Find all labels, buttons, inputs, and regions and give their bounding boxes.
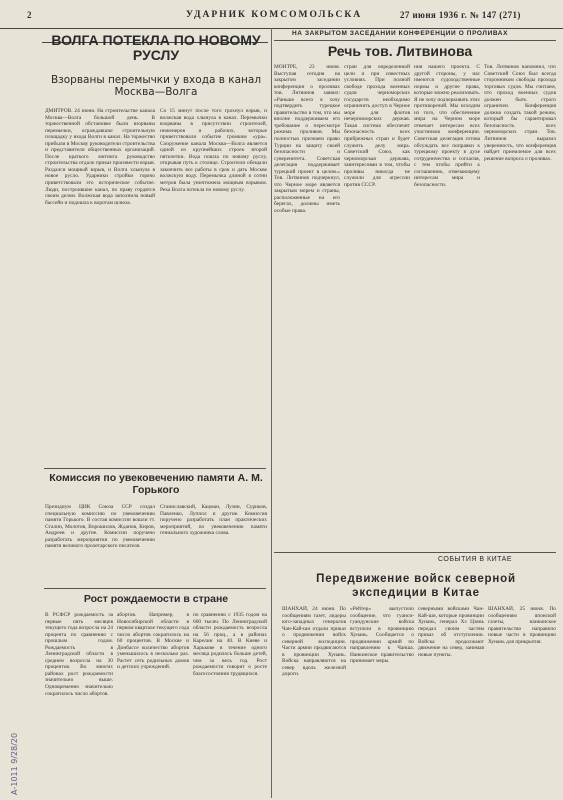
volga-column-1: ДМИТРОВ. 24 июня. На строительстве канала Москва—Волга большой день. В торжественной обстановке были взорваны перемычки, ограждавшие строительную площадку у входа Волги в канал. На торжество прибыли в Москву руководители строительства и представители общественных организаций. После краткого митинга руководство строительства отдало приказ произвести взрыв. Раздался мощный взрыв, и Волга хлынула в новое русло. Ударники стройки горячо приветствовали это историческое событие. Люди, построившие канал, по праву гордятся своим делом. Волжская вода заполнила новый бассейн и подошла к воротам шлюза.: [45, 108, 155, 206]
volga-headline: ВОЛГА ПОТЕКЛА ПО НОВОМУ РУСЛУ: [51, 32, 261, 63]
birth-column-1: В РСФСР рождаемость за первые пять месяцев текущего года возросла на 24 процента по сравнению с прошлым годом. Рождаемость в Ленинградской области в среднем возросла на 30 процентов. Во многих районах рост рождаемости значительно выше. Одновременно значительно сократилось число абортов.: [45, 612, 113, 697]
divider: [274, 40, 556, 41]
column-separator: [271, 28, 272, 798]
masthead: [0, 0, 563, 29]
china-banner: СОБЫТИЯ В КИТАЕ: [437, 556, 513, 563]
litvinov-column-1: МОНТРЕ, 23 июня. Выступая сегодня на закрытом заседании конференции о проливах тов. Литвинов заявил: «Раньше всего я хочу подтвердить турецкое правительство в том, что мы вполне поддерживаем его требование о пересмотре режима проливов. Мы полностью признаем право Турции на защиту своей безопасности и суверенитета. Советская делегация поддерживает турецкий проект в целом.» Тов. Литвинов подчеркнул, что Черное море является закрытым морем и страны, расположенные на его берегах, должны иметь особые права.: [274, 64, 340, 215]
litvinov-headline: Речь тов. Литвинова: [327, 43, 473, 59]
birth-column-2: абортов. Например, в Новосибирской области в первом квартале текущего года число абортов сократилось на 60 процентов. В Москве и Донбассе количество абортов уменьшилось в несколько раз. Растет сеть родильных домов и детских учреждений.: [117, 612, 189, 671]
issue-date: 27 июня 1936 г. № 147 (271): [400, 10, 521, 20]
newspaper-title: УДАРНИК КОМСОМОЛЬСКА: [186, 10, 363, 20]
gorky-column-1: Президиум ЦИК Союза ССР создал специальную комиссию по увековечению памяти Горького. В состав комиссии вошли тт. Сталин, Молотов, Ворошилов, Жданов, Киров, Андреев и другие. Комиссии поручено разработать мероприятия по увековечению памяти великого пролетарского писателя.: [45, 504, 155, 550]
divider: [44, 468, 266, 469]
page-number: 2: [27, 10, 33, 20]
china-headline: Передвижение войск северной экспедиции в Китае: [316, 573, 516, 599]
litvinov-column-3: ния нашего проекта. С другой стороны, у нас имеются судоходственные нормы и другие права, которые можно реализовать. Я не хочу подчеркивать этих противоречий. Мы исходим из того, что обеспечение мира на Черном море отвечает интересам всех участников конференции. Советская делегация готова обсуждать все поправки к турецкому проекту в духе сотрудничества и согласия, с тем чтобы прийти к соглашению, отвечающему интересам мира и безопасности.: [414, 64, 480, 188]
divider: [44, 588, 266, 589]
handwritten-archive-note: А-1011 9/28/20: [10, 732, 19, 795]
volga-subhead: Взорваны перемычки у входа в канал Москва—Волга: [50, 74, 262, 98]
birth-column-3: по сравнению с 1935 годом на 600 тысяч. По Ленинградской области рождаемость возросла на 56 проц., а в районах Карелии на 40. В Киеве и Харькове в течение одного месяца родилось больше детей, чем за весь год. Рост рождаемости говорит о росте благосостояния трудящихся.: [193, 612, 267, 677]
china-column-2: «Рейтер» выпустило сообщение, что гуанси-гуандунские войска вступили в провинцию Хунань. Сообщается о продвижении армий по направлению к Чанша. Нанкинское правительство принимает меры.: [350, 606, 414, 665]
divider: [274, 552, 556, 553]
gorky-column-2: Станиславский, Кацман, Лузин, Суриков, Павленко, Луппол и другие. Комиссия поручено разработать план практических мероприятий, по увековечению памяти гениального художника слова.: [160, 504, 267, 537]
birth-headline: Рост рождаемости в стране: [83, 593, 229, 605]
china-column-3: северными войсками Чан-Кай-ши, которые провинции Хунань, генерал Хэ Цзянь передал своим частям приказ об отступлении. Войска продолжают движение на север, занимая новые пункты.: [418, 606, 484, 658]
volga-column-2: Со 15 минут после того грохнул взрыв, и волжская вода хлынула в канал. Перемычки взорваны в присутствии строителей, инженеров и рабочих, которые приветствовали событие громким «ура». Сооружение канала Москва—Волга является одной из крупнейших строек второй пятилетки. Вода пошла по новому руслу, открывая путь к столице. Строители обещали закончить все работы в срок и дать Москве волжскую воду. Перемычка длиной в сотни метров была уничтожена мощным взрывом. Река Волга потекла по новому руслу.: [160, 108, 267, 193]
litvinov-column-2: стран для определенной цели и при известных условиях. При полной свободе прохода военных судов черноморских государств необходимо ограничить доступ в Черное море для флотов нечерноморских держав. Такая система обеспечит безопасность всех прибрежных стран и будет служить делу мира. Советский Союз, как черноморская держава, заинтересован в том, чтобы проливы никогда не служили для агрессии против СССР.: [344, 64, 410, 188]
china-column-4: ШАНХАЙ, 25 июня. По сообщениям японской газеты, нанкинское правительство направило новые части в провинцию Хунань для прикрытия.: [488, 606, 556, 645]
litvinov-column-4: Тов. Литвинов напомнил, что Советский Союз был всегда сторонником свободы прохода торговых судов. Мы считаем, что проход военных судов должен быть строго ограничен. Конференция должна создать такой режим, который бы гарантировал безопасность всех черноморских стран. Тов. Литвинов выразил уверенность, что конференция найдет приемлемое для всех решение вопроса о проливах.: [484, 64, 556, 162]
china-column-1: ШАНХАЙ, 24 июня. По сообщениям газет, лидеры юго-западных генералов Чан-Кай-ши отдали приказ о продвижении войск северной экспедиции. Части армии продвигаются в провинции Хунань. Войска направляются на север вдоль железной дороги.: [282, 606, 346, 678]
gorky-headline: Комиссия по увековечению памяти А. М. Горького: [49, 472, 263, 496]
litvinov-banner: НА ЗАКРЫТОМ ЗАСЕДАНИИ КОНФЕРЕНЦИИ О ПРОЛИВАХ: [291, 30, 509, 37]
